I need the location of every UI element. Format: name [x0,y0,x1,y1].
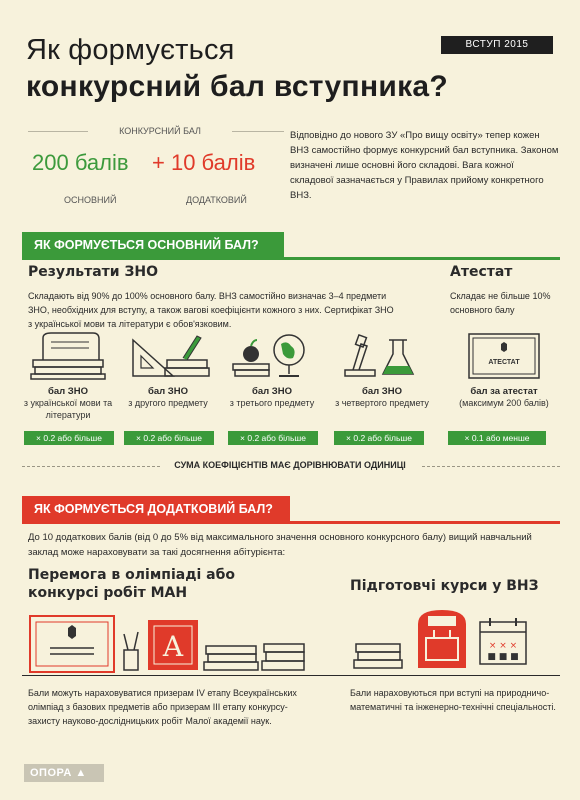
sum-note: СУМА КОЕФІЦІЄНТІВ МАЄ ДОРІВНЮВАТИ ОДИНИЦІ [160,460,420,470]
zno-text: Складають від 90% до 100% основного балу. ВНЗ самостійно визначає 3–4 предмети ЗНО, необхідних для вступу, а також вагові коефіцієнти кожного з них. Сертифікат ЗНО з української мови та літератури є обов'язковим. [28,291,394,329]
item-subtitle: з третього предмету [229,398,315,408]
coef-badge: × 0.2 або більше [228,431,318,445]
coef-badge: × 0.2 або більше [124,431,214,445]
section-rule [22,521,560,524]
certificate-icon [459,330,549,380]
divider [22,675,560,676]
book-icon [148,620,198,670]
page-title-line1: Як формується [26,34,235,66]
zno-item-third [222,330,322,409]
item-subtitle: (максимум 200 балів) [459,398,549,408]
section-banner-extra: ЯК ФОРМУЄТЬСЯ ДОДАТКОВИЙ БАЛ? [22,496,290,522]
extra-intro-text: До 10 додаткових балів (від 0 до 5% від максимального значення основного конкурсного балу) вищий навчальний заклад може нараховувати за такі досягнення абітурієнта: [28,532,532,558]
section-rule [22,257,560,260]
intro-text: Відповідно до нового ЗУ «Про вищу освіту» тепер кожен ВНЗ самостійно формує конкурсний бал вступника. Законом визначені лише основні його складові. Вага кожної складової зазначається у Правилах прийому конкретного ВНЗ. [290,130,559,201]
olympiad-text: Бали можуть нараховуватися призерам IV етапу Всеукраїнських олімпіад з базових предметів або призерам III етапу конкурсу-захисту науково-дослідницьких робіт Малої академії наук. [28,688,297,726]
svg-text:A: A [162,630,184,663]
zno-heading: Результати ЗНО [28,264,159,280]
zno-item-second [118,330,218,409]
atest-item [454,330,554,409]
coef-badge: × 0.1 або менше [448,431,546,445]
olympiad-illustration [28,610,308,674]
item-subtitle: з української мови та літератури [23,398,113,420]
item-title: бал ЗНО [251,386,293,397]
microscope-flask-icon [337,330,427,380]
svg-text:× × ×: × × × [488,641,518,651]
logo-text: ОПОРА [30,767,72,779]
triangle-icon: ▲ [75,767,87,779]
pencil-cup-icon [124,632,138,670]
courses-text: Бали нараховуються при вступі на природничо-математичні та інженерно-технічні спеціальності. [350,688,556,712]
books-stack-icon [354,644,402,668]
year-badge: ВСТУП 2015 [441,36,553,54]
opora-logo [24,764,104,782]
backpack-icon [418,610,466,668]
zno-item-fourth [332,330,432,409]
svg-text:■ ■ ■: ■ ■ ■ [487,652,519,662]
coef-badge: × 0.2 або більше [334,431,424,445]
stacked-books-icon [204,644,304,670]
atest-heading: Атестат [450,264,513,280]
extra-score: + 10 балів [152,150,256,175]
diploma-frame-icon [30,616,114,672]
books-scroll-icon [23,330,113,380]
olympiad-heading: Перемога в олімпіаді або конкурсі робіт МАН [28,567,236,601]
certificate-label: АТЕСТАТ [488,359,520,366]
section-banner-main: ЯК ФОРМУЄТЬСЯ ОСНОВНИЙ БАЛ? [22,232,284,258]
courses-illustration [352,606,562,674]
globe-apple-icon [227,330,317,380]
score-label: КОНКУРСНИЙ БАЛ [119,126,201,136]
zno-item-ukrainian [18,330,118,421]
extra-score-caption: ДОДАТКОВИЙ [186,195,247,205]
item-subtitle: з другого предмету [128,398,208,408]
main-score-caption: ОСНОВНИЙ [64,195,117,205]
item-subtitle: з четвертого предмету [335,398,429,408]
item-title: бал ЗНО [361,386,403,397]
ruler-triangle-icon [123,330,213,380]
item-title: бал за атестат [470,386,538,397]
item-title: бал ЗНО [147,386,189,397]
coef-badge: × 0.2 або більше [24,431,114,445]
item-title: бал ЗНО [47,386,89,397]
atest-text: Складає не більше 10% основного балу [450,291,551,315]
page-title-line2: конкурсний бал вступника? [26,70,449,103]
courses-heading: Підготовчі курси у ВНЗ [350,578,539,594]
main-score: 200 балів [32,150,129,175]
calendar-icon [480,618,526,664]
